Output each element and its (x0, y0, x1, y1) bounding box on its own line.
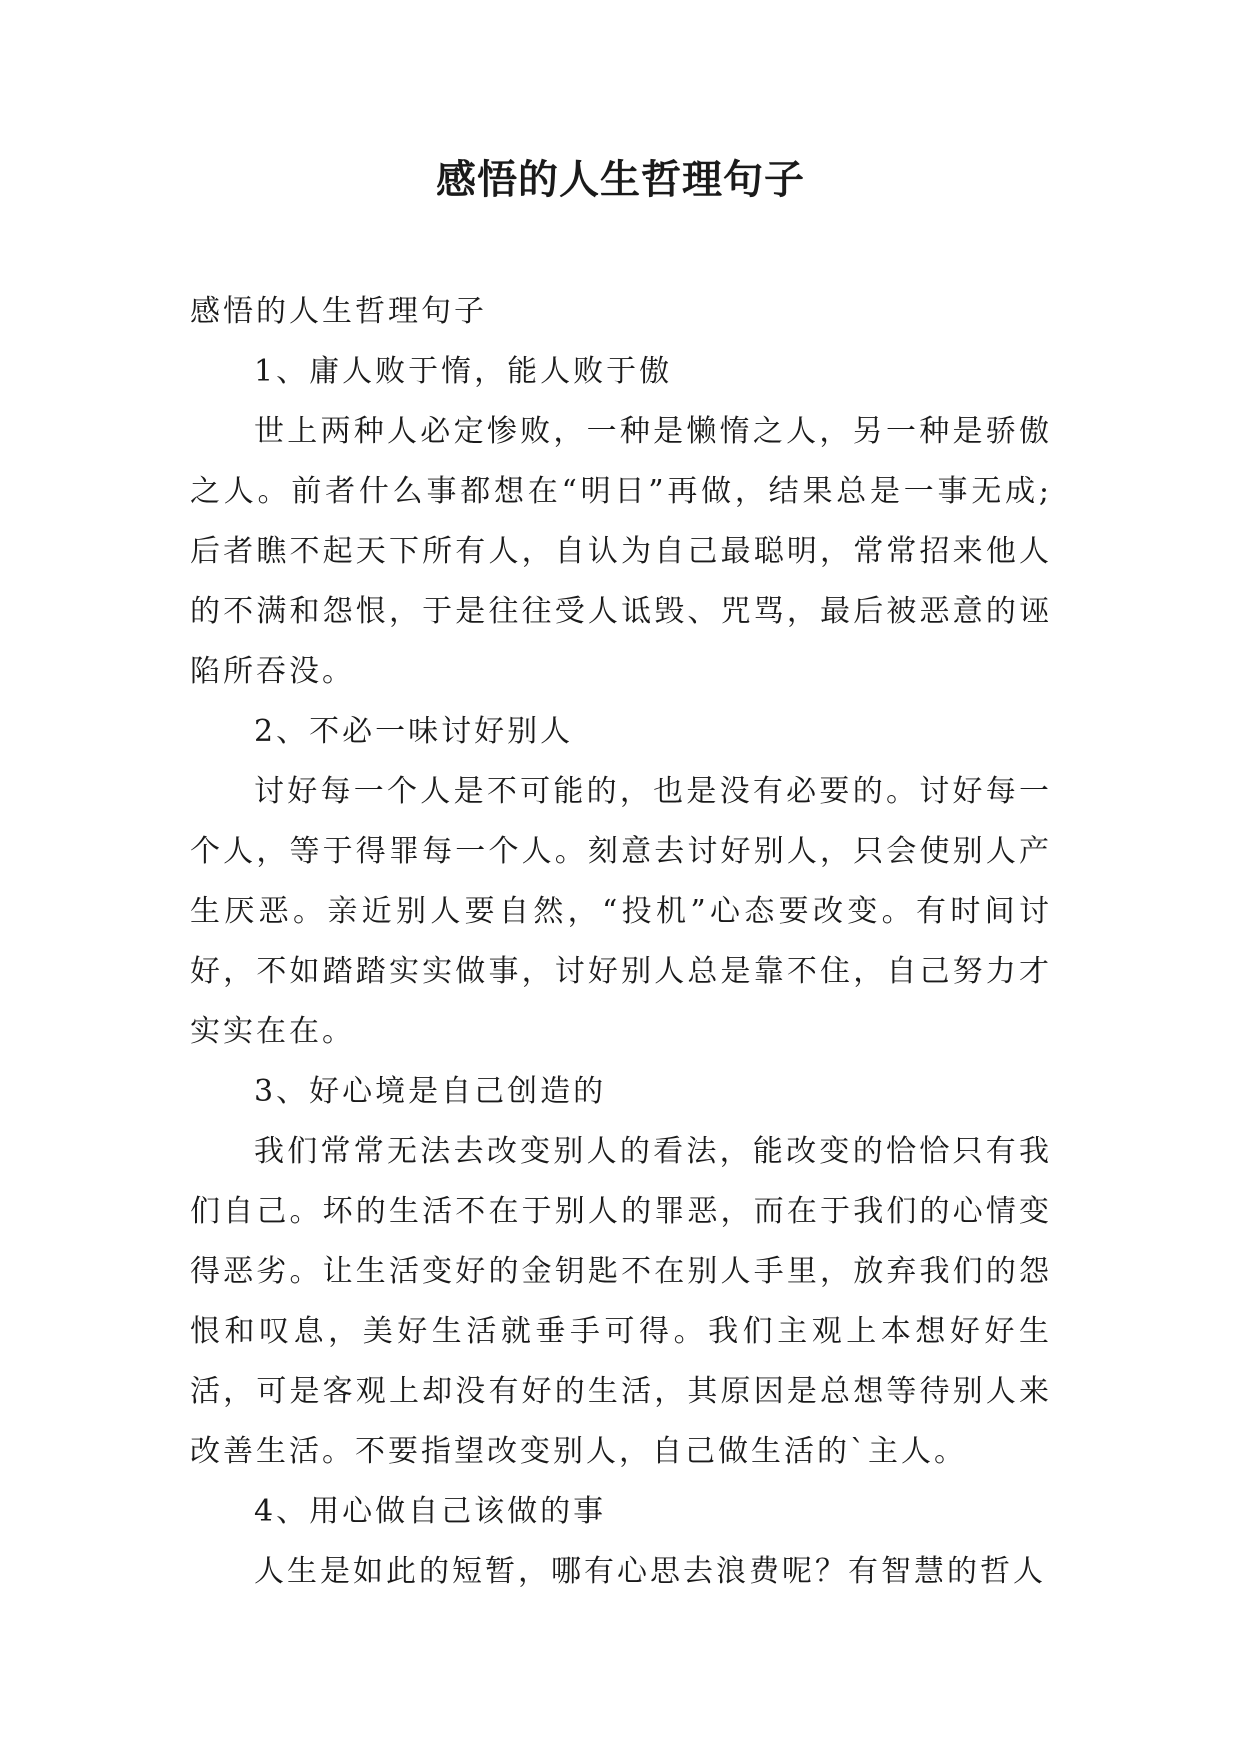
section-body-2: 讨好每一个人是不可能的，也是没有必要的。讨好每一个人，等于得罪每一个人。刻意去讨好别人，只会使别人产生厌恶。亲近别人要自然，“投机”心态要改变。有时间讨好，不如踏踏实实做事，讨好别人总是靠不住，自己努力才实实在在。 (190, 774, 1052, 1049)
document-title: 感悟的人生哲理句子 (436, 156, 805, 203)
section-body-1: 世上两种人必定惨败，一种是懒惰之人，另一种是骄傲之人。前者什么事都想在“明日”再做，结果总是一事无成;后者瞧不起天下所有人，自认为自己最聪明，常常招来他人的不满和怨恨，于是往往受人诋毁、咒骂，最后被恶意的诬陷所吞没。 (190, 414, 1052, 689)
intro-line: 感悟的人生哲理句子 (190, 294, 487, 329)
document-body (190, 282, 1052, 1602)
section-heading-2: 2、不必一味讨好别人 (254, 714, 574, 749)
section-heading-4: 4、用心做自己该做的事 (254, 1494, 607, 1529)
section-heading-1: 1、庸人败于惰，能人败于傲 (254, 354, 673, 389)
section-heading-3: 3、好心境是自己创造的 (254, 1074, 607, 1109)
section-body-3: 我们常常无法去改变别人的看法，能改变的恰恰只有我们自己。坏的生活不在于别人的罪恶，而在于我们的心情变得恶劣。让生活变好的金钥匙不在别人手里，放弃我们的怨恨和叹息，美好生活就垂手可得。我们主观上本想好好生活，可是客观上却没有好的生活，其原因是总想等待别人来改善生活。不要指望改变别人，自己做生活的`主人。 (190, 1134, 1052, 1469)
section-body-4: 人生是如此的短暂，哪有心思去浪费呢？有智慧的哲人 (254, 1554, 1046, 1589)
